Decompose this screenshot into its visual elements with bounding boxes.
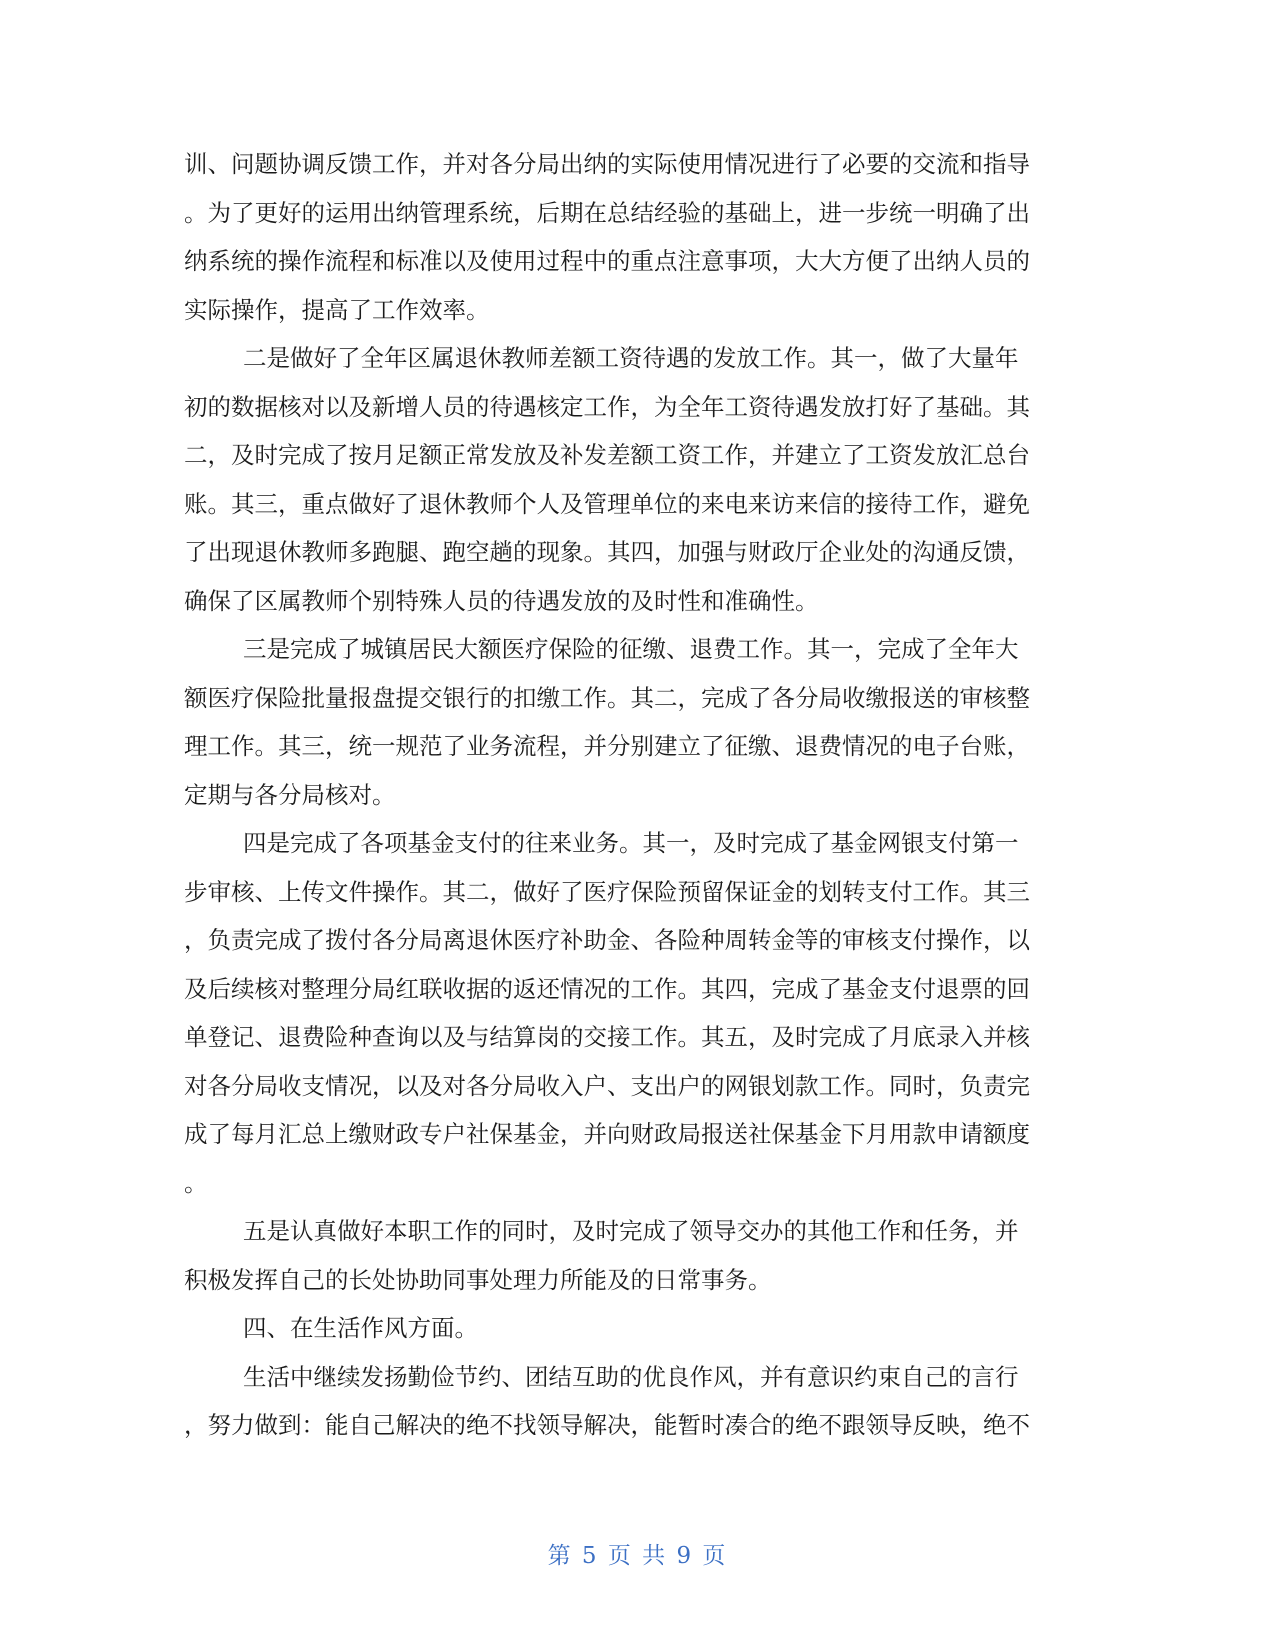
- paragraph-start-line: 三是完成了城镇居民大额医疗保险的征缴、退费工作。其一，完成了全年大: [243, 635, 1019, 663]
- text-line: 训、问题协调反馈工作，并对各分局出纳的实际使用情况进行了必要的交流和指导: [184, 150, 1030, 178]
- text-line: 纳系统的操作流程和标准以及使用过程中的重点注意事项，大大方便了出纳人员的: [184, 247, 1030, 275]
- page-footer: [0, 1537, 1275, 1570]
- text-line: 步审核、上传文件操作。其二，做好了医疗保险预留保证金的划转支付工作。其三: [184, 877, 1030, 906]
- text-line: 确保了区属教师个别特殊人员的待遇发放的及时性和准确性。: [184, 586, 819, 615]
- page-number-label: 第 5 页 共 9 页: [547, 1543, 728, 1569]
- text-line: 理工作。其三，统一规范了业务流程，并分别建立了征缴、退费情况的电子台账，: [184, 732, 1030, 760]
- text-line: 定期与各分局核对。: [184, 780, 396, 809]
- text-line: 账。其三，重点做好了退休教师个人及管理单位的来电来访来信的接待工作，避免: [184, 489, 1030, 518]
- text-line: 成了每月汇总上缴财政专户社保基金，并向财政局报送社保基金下月用款申请额度: [184, 1120, 1030, 1148]
- paragraph-start-line: 二是做好了全年区属退休教师差额工资待遇的发放工作。其一，做了大量年: [243, 344, 1019, 372]
- text-line: 及后续核对整理分局红联收据的返还情况的工作。其四，完成了基金支付退票的回: [184, 974, 1030, 1003]
- text-line: 了出现退休教师多跑腿、跑空趟的现象。其四，加强与财政厅企业处的沟通反馈，: [184, 538, 1030, 566]
- text-line: 。: [184, 1168, 208, 1197]
- text-line: ，努力做到：能自己解决的绝不找领导解决，能暂时凑合的绝不跟领导反映，绝不: [184, 1411, 1030, 1439]
- text-line: 积极发挥自己的长处协助同事处理力所能及的日常事务。: [184, 1265, 772, 1294]
- text-line: 二，及时完成了按月足额正常发放及补发差额工资工作，并建立了工资发放汇总台: [184, 441, 1030, 469]
- document-body: [184, 140, 1090, 1450]
- text-line: 对各分局收支情况，以及对各分局收入户、支出户的网银划款工作。同时，负责完: [184, 1071, 1030, 1100]
- paragraph-start-line: 生活中继续发扬勤俭节约、团结互助的优良作风，并有意识约束自己的言行: [243, 1362, 1019, 1391]
- paragraph-start-line: 四是完成了各项基金支付的往来业务。其一，及时完成了基金网银支付第一: [243, 829, 1019, 857]
- text-line: 单登记、退费险种查询以及与结算岗的交接工作。其五，及时完成了月底录入并核: [184, 1023, 1030, 1051]
- paragraph-start-line: 五是认真做好本职工作的同时，及时完成了领导交办的其他工作和任务，并: [243, 1217, 1019, 1245]
- text-line: 初的数据核对以及新增人员的待遇核定工作，为全年工资待遇发放打好了基础。其: [184, 392, 1030, 421]
- section-heading: 四、在生活作风方面。: [243, 1314, 478, 1342]
- text-line: ，负责完成了拨付各分局离退休医疗补助金、各险种周转金等的审核支付操作，以: [184, 926, 1030, 954]
- text-line: 额医疗保险批量报盘提交银行的扣缴工作。其二，完成了各分局收缴报送的审核整: [184, 683, 1030, 712]
- text-line: 。为了更好的运用出纳管理系统，后期在总结经验的基础上，进一步统一明确了出: [184, 198, 1030, 227]
- text-line: 实际操作，提高了工作效率。: [184, 295, 490, 324]
